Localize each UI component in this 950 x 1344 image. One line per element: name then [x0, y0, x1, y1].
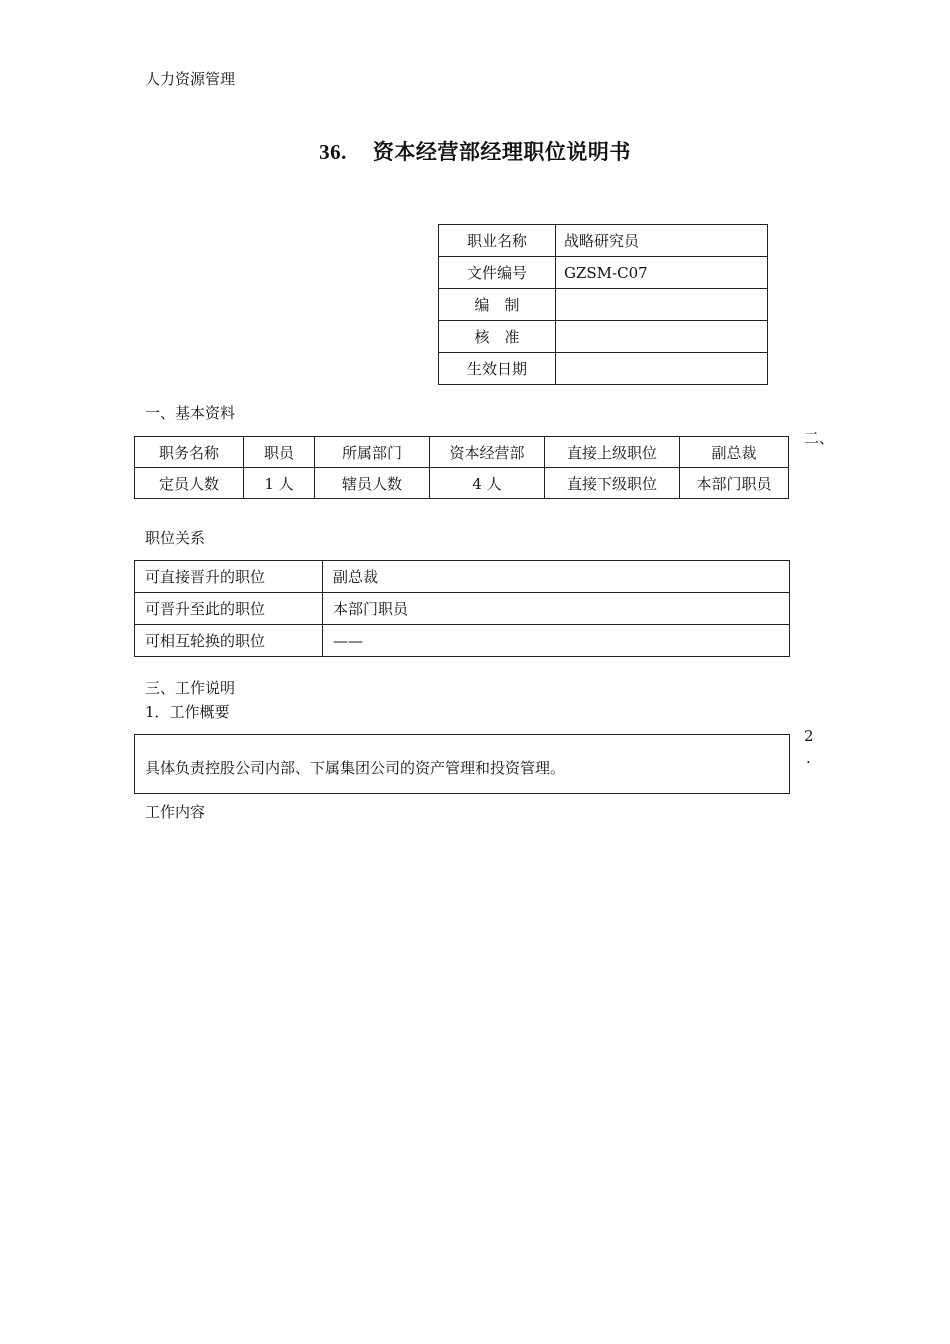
table-cell: 定员人数 — [135, 468, 244, 499]
info-key: 文件编号 — [439, 257, 556, 289]
section-two-marker: 二、 — [804, 429, 835, 447]
relation-key: 可相互轮换的职位 — [135, 625, 323, 657]
relation-key: 可直接晋升的职位 — [135, 561, 323, 593]
table-cell: 1 人 — [244, 468, 315, 499]
table-row — [135, 625, 790, 657]
info-key: 职业名称 — [439, 225, 556, 257]
table-cell: 职务名称 — [135, 437, 244, 468]
relation-key: 可晋升至此的职位 — [135, 593, 323, 625]
basic-info-table — [134, 436, 789, 499]
table-cell: 本部门职员 — [680, 468, 789, 499]
info-key: 编 制 — [439, 289, 556, 321]
info-row — [439, 257, 768, 289]
section-relation-heading: 职位关系 — [145, 529, 206, 547]
info-value — [556, 289, 768, 321]
work-summary-heading: 1．工作概要 — [145, 703, 230, 721]
section-basic-heading: 一、基本资料 — [145, 404, 236, 422]
info-value: GZSM-C07 — [556, 257, 768, 289]
section-marker-dot: · — [806, 753, 811, 771]
table-cell: 辖员人数 — [315, 468, 430, 499]
section-work-heading: 三、工作说明 — [145, 679, 236, 697]
document-info-table — [438, 224, 768, 385]
info-row — [439, 353, 768, 385]
info-row — [439, 225, 768, 257]
table-cell: 4 人 — [430, 468, 545, 499]
title-text: 资本经营部经理职位说明书 — [372, 139, 631, 164]
table-cell: 直接上级职位 — [545, 437, 680, 468]
table-row — [135, 437, 789, 468]
info-key: 核 准 — [439, 321, 556, 353]
table-cell: 直接下级职位 — [545, 468, 680, 499]
info-value: 战略研究员 — [556, 225, 768, 257]
document-title — [0, 136, 950, 166]
info-row — [439, 321, 768, 353]
info-row — [439, 289, 768, 321]
info-value — [556, 321, 768, 353]
table-cell: 所属部门 — [315, 437, 430, 468]
position-relation-table — [134, 560, 790, 657]
table-cell: 副总裁 — [680, 437, 789, 468]
table-row — [135, 468, 789, 499]
table-cell: 资本经营部 — [430, 437, 545, 468]
work-content-heading: 工作内容 — [145, 803, 206, 821]
relation-value: 副总裁 — [323, 561, 790, 593]
title-number: 36. — [319, 140, 347, 164]
work-summary-text: 具体负责控股公司内部、下属集团公司的资产管理和投资管理。 — [145, 759, 566, 777]
page-header: 人力资源管理 — [145, 70, 236, 88]
info-key: 生效日期 — [439, 353, 556, 385]
info-value — [556, 353, 768, 385]
section-marker-number: 2 — [804, 727, 814, 745]
table-row — [135, 561, 790, 593]
work-summary-box — [134, 734, 790, 794]
relation-value: 本部门职员 — [323, 593, 790, 625]
table-cell: 职员 — [244, 437, 315, 468]
table-row — [135, 593, 790, 625]
relation-value: —— — [323, 625, 790, 657]
